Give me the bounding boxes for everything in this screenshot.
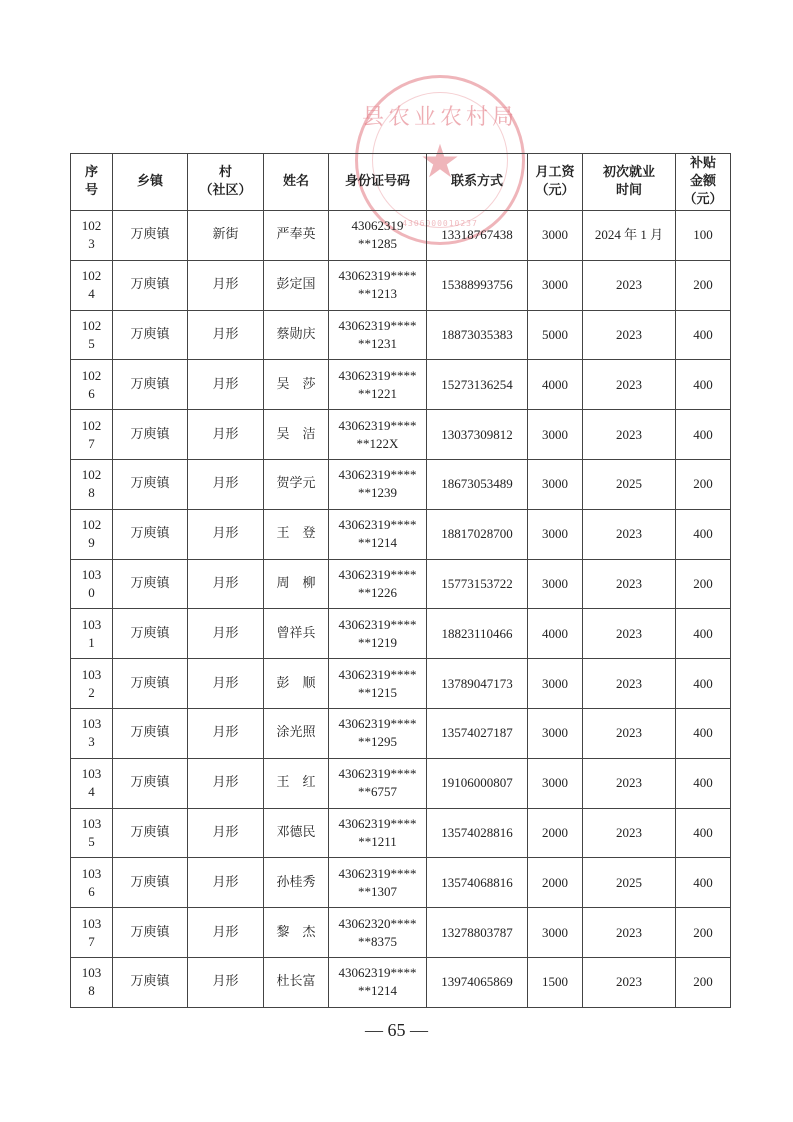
cell-salary: 3000 <box>528 260 583 310</box>
cell-seq <box>71 360 113 410</box>
seal-star-icon: ★ <box>419 134 461 188</box>
cell-name: 涂光照 <box>264 708 329 758</box>
cell-seq-line2: 5 <box>88 335 95 351</box>
cell-salary: 4000 <box>528 360 583 410</box>
cell-phone: 15273136254 <box>427 360 528 410</box>
cell-id-line2: **1219 <box>358 634 397 650</box>
header-seq-line2: 号 <box>84 183 98 198</box>
header-seq <box>71 154 113 211</box>
cell-name: 邓德民 <box>264 808 329 858</box>
table-row <box>71 260 731 310</box>
cell-id-line2: **1295 <box>358 734 397 750</box>
table-row <box>71 758 731 808</box>
cell-id-line2: **1214 <box>358 535 397 551</box>
cell-seq <box>71 708 113 758</box>
table-row <box>71 310 731 360</box>
cell-seq-line1: 103 <box>81 815 102 831</box>
cell-seq-line1: 103 <box>81 666 102 682</box>
cell-village: 月形 <box>188 758 264 808</box>
header-seq-line1: 序 <box>84 165 98 180</box>
page-number: — 65 — <box>365 1020 428 1040</box>
cell-township: 万庾镇 <box>113 808 188 858</box>
cell-id-line1: 43062319**** <box>338 766 417 782</box>
header-name: 姓名 <box>264 154 329 211</box>
cell-subsidy: 400 <box>676 659 731 709</box>
cell-village: 月形 <box>188 310 264 360</box>
cell-phone: 18823110466 <box>427 609 528 659</box>
cell-first-job: 2023 <box>583 410 676 460</box>
cell-salary: 3000 <box>528 211 583 261</box>
cell-township: 万庾镇 <box>113 758 188 808</box>
cell-township: 万庾镇 <box>113 260 188 310</box>
cell-subsidy: 400 <box>676 360 731 410</box>
table-header-row <box>71 154 731 211</box>
cell-township: 万庾镇 <box>113 559 188 609</box>
cell-seq-line2: 4 <box>88 286 95 302</box>
cell-id-line2: **1215 <box>358 684 397 700</box>
cell-name: 严奉英 <box>264 211 329 261</box>
cell-seq <box>71 659 113 709</box>
table-row <box>71 908 731 958</box>
cell-phone: 18673053489 <box>427 459 528 509</box>
cell-first-job: 2023 <box>583 260 676 310</box>
cell-id-line1: 43062319**** <box>338 467 417 483</box>
cell-seq-line2: 6 <box>88 385 95 401</box>
cell-subsidy: 400 <box>676 708 731 758</box>
cell-phone: 13789047173 <box>427 659 528 709</box>
cell-seq <box>71 559 113 609</box>
cell-salary: 3000 <box>528 659 583 709</box>
cell-seq <box>71 410 113 460</box>
table-row <box>71 957 731 1007</box>
cell-village: 月形 <box>188 260 264 310</box>
cell-village: 月形 <box>188 410 264 460</box>
cell-id-line1: 43062319**** <box>338 865 417 881</box>
cell-salary: 2000 <box>528 858 583 908</box>
cell-id <box>329 957 427 1007</box>
cell-village: 月形 <box>188 708 264 758</box>
cell-seq-line1: 103 <box>81 915 102 931</box>
seal-number: 4306000010237 <box>402 219 478 228</box>
cell-id-line1: 43062319**** <box>338 616 417 632</box>
header-phone: 联系方式 <box>427 154 528 211</box>
table-row <box>71 211 731 261</box>
cell-phone: 13278803787 <box>427 908 528 958</box>
cell-township: 万庾镇 <box>113 957 188 1007</box>
cell-id-line1: 43062319**** <box>338 666 417 682</box>
cell-id-line2: **8375 <box>358 933 397 949</box>
cell-phone: 13574068816 <box>427 858 528 908</box>
cell-seq <box>71 509 113 559</box>
cell-name: 彭定国 <box>264 260 329 310</box>
cell-first-job: 2023 <box>583 708 676 758</box>
cell-first-job: 2023 <box>583 808 676 858</box>
cell-first-job: 2023 <box>583 360 676 410</box>
cell-seq <box>71 211 113 261</box>
header-township: 乡镇 <box>113 154 188 211</box>
cell-phone: 13037309812 <box>427 410 528 460</box>
cell-seq-line2: 2 <box>88 684 95 700</box>
header-id: 身份证号码 <box>329 154 427 211</box>
cell-seq-line1: 103 <box>81 865 102 881</box>
cell-phone: 15388993756 <box>427 260 528 310</box>
header-subsidy-line3: （元） <box>683 192 723 207</box>
cell-subsidy: 400 <box>676 410 731 460</box>
cell-seq-line1: 102 <box>81 517 102 533</box>
cell-phone: 18817028700 <box>427 509 528 559</box>
cell-salary: 3000 <box>528 410 583 460</box>
cell-seq <box>71 957 113 1007</box>
cell-seq <box>71 858 113 908</box>
cell-id <box>329 858 427 908</box>
cell-seq-line1: 102 <box>81 268 102 284</box>
table-row <box>71 459 731 509</box>
cell-phone: 13574028816 <box>427 808 528 858</box>
cell-village: 新街 <box>188 211 264 261</box>
cell-salary: 3000 <box>528 908 583 958</box>
cell-seq-line2: 5 <box>88 833 95 849</box>
cell-id <box>329 360 427 410</box>
table-row <box>71 360 731 410</box>
seal-text: 县农业农村局 <box>361 105 518 130</box>
cell-id <box>329 310 427 360</box>
cell-name: 吴 洁 <box>264 410 329 460</box>
cell-id-line1: 43062319**** <box>338 815 417 831</box>
cell-subsidy: 400 <box>676 609 731 659</box>
cell-salary: 4000 <box>528 609 583 659</box>
cell-id <box>329 211 427 261</box>
cell-seq-line1: 102 <box>81 218 102 234</box>
cell-salary: 3000 <box>528 459 583 509</box>
cell-id <box>329 609 427 659</box>
cell-subsidy: 400 <box>676 509 731 559</box>
cell-phone: 13574027187 <box>427 708 528 758</box>
cell-id <box>329 808 427 858</box>
cell-subsidy: 400 <box>676 858 731 908</box>
cell-id-line2: **1211 <box>358 833 397 849</box>
cell-seq <box>71 459 113 509</box>
cell-seq-line2: 4 <box>88 784 95 800</box>
header-village <box>188 154 264 211</box>
cell-seq <box>71 808 113 858</box>
header-village-line2: （社区） <box>199 183 252 198</box>
cell-seq-line2: 9 <box>88 535 95 551</box>
table-row <box>71 410 731 460</box>
cell-salary: 1500 <box>528 957 583 1007</box>
cell-seq-line2: 1 <box>88 634 95 650</box>
cell-id <box>329 659 427 709</box>
cell-subsidy: 200 <box>676 260 731 310</box>
cell-first-job: 2023 <box>583 758 676 808</box>
cell-village: 月形 <box>188 659 264 709</box>
cell-subsidy: 200 <box>676 957 731 1007</box>
cell-first-job: 2023 <box>583 659 676 709</box>
cell-seq <box>71 260 113 310</box>
cell-subsidy: 100 <box>676 211 731 261</box>
cell-village: 月形 <box>188 609 264 659</box>
cell-id <box>329 410 427 460</box>
cell-name: 曾祥兵 <box>264 609 329 659</box>
cell-first-job: 2023 <box>583 509 676 559</box>
cell-id <box>329 509 427 559</box>
cell-name: 黎 杰 <box>264 908 329 958</box>
cell-village: 月形 <box>188 957 264 1007</box>
cell-township: 万庾镇 <box>113 310 188 360</box>
cell-seq-line1: 103 <box>81 616 102 632</box>
cell-salary: 3000 <box>528 559 583 609</box>
cell-id <box>329 459 427 509</box>
cell-subsidy: 200 <box>676 908 731 958</box>
cell-first-job: 2023 <box>583 310 676 360</box>
cell-id-line2: **1226 <box>358 584 397 600</box>
cell-township: 万庾镇 <box>113 659 188 709</box>
cell-seq <box>71 609 113 659</box>
cell-subsidy: 400 <box>676 808 731 858</box>
table-row <box>71 858 731 908</box>
cell-id-line2: **1285 <box>358 236 397 252</box>
cell-seq-line2: 3 <box>88 734 95 750</box>
cell-name: 王 登 <box>264 509 329 559</box>
cell-id-line1: 43062319**** <box>338 716 417 732</box>
cell-phone: 13974065869 <box>427 957 528 1007</box>
cell-seq-line2: 6 <box>88 883 95 899</box>
cell-seq-line2: 3 <box>88 236 95 252</box>
cell-township: 万庾镇 <box>113 410 188 460</box>
cell-village: 月形 <box>188 459 264 509</box>
cell-name: 吴 莎 <box>264 360 329 410</box>
cell-salary: 3000 <box>528 509 583 559</box>
cell-id-line1: 43062319**** <box>338 517 417 533</box>
cell-salary: 2000 <box>528 808 583 858</box>
cell-seq <box>71 908 113 958</box>
cell-id <box>329 908 427 958</box>
cell-village: 月形 <box>188 808 264 858</box>
cell-phone: 13318767438 <box>427 211 528 261</box>
cell-name: 贺学元 <box>264 459 329 509</box>
header-salary <box>528 154 583 211</box>
cell-first-job: 2025 <box>583 459 676 509</box>
cell-first-job: 2025 <box>583 858 676 908</box>
cell-village: 月形 <box>188 360 264 410</box>
cell-subsidy: 200 <box>676 559 731 609</box>
header-subsidy <box>676 154 731 211</box>
table-row <box>71 808 731 858</box>
cell-seq <box>71 758 113 808</box>
cell-first-job: 2023 <box>583 559 676 609</box>
cell-township: 万庾镇 <box>113 908 188 958</box>
cell-township: 万庾镇 <box>113 459 188 509</box>
cell-seq-line1: 102 <box>81 317 102 333</box>
cell-seq-line2: 7 <box>88 435 95 451</box>
cell-id-line1: 43062319**** <box>338 417 417 433</box>
cell-phone: 15773153722 <box>427 559 528 609</box>
cell-salary: 3000 <box>528 758 583 808</box>
cell-id-line1: 43062320**** <box>338 915 417 931</box>
cell-seq-line1: 102 <box>81 467 102 483</box>
cell-id-line1: 43062319 <box>351 218 404 234</box>
cell-id <box>329 758 427 808</box>
cell-salary: 3000 <box>528 708 583 758</box>
header-first-job-line1: 初次就业 <box>602 165 655 180</box>
cell-id-line1: 43062319**** <box>338 268 417 284</box>
cell-name: 周 柳 <box>264 559 329 609</box>
cell-village: 月形 <box>188 858 264 908</box>
header-salary-line2: （元） <box>535 183 575 198</box>
cell-name: 彭 顺 <box>264 659 329 709</box>
cell-seq-line1: 103 <box>81 566 102 582</box>
cell-township: 万庾镇 <box>113 858 188 908</box>
cell-seq-line2: 7 <box>88 933 95 949</box>
cell-salary: 5000 <box>528 310 583 360</box>
table-row <box>71 708 731 758</box>
cell-id <box>329 559 427 609</box>
cell-township: 万庾镇 <box>113 708 188 758</box>
cell-village: 月形 <box>188 509 264 559</box>
cell-township: 万庾镇 <box>113 211 188 261</box>
cell-subsidy: 200 <box>676 459 731 509</box>
header-subsidy-line2: 金额 <box>689 174 716 189</box>
cell-village: 月形 <box>188 559 264 609</box>
cell-id-line2: **1239 <box>358 485 397 501</box>
cell-id-line2: **122X <box>356 435 399 451</box>
table-row <box>71 509 731 559</box>
table-row <box>71 609 731 659</box>
cell-township: 万庾镇 <box>113 509 188 559</box>
cell-id-line1: 43062319**** <box>338 566 417 582</box>
table-row <box>71 659 731 709</box>
cell-id-line1: 43062319**** <box>338 965 417 981</box>
cell-seq-line2: 8 <box>88 983 95 999</box>
cell-name: 蔡勋庆 <box>264 310 329 360</box>
table-row <box>71 559 731 609</box>
cell-id-line2: **1221 <box>358 385 397 401</box>
header-first-job <box>583 154 676 211</box>
cell-first-job: 2023 <box>583 957 676 1007</box>
header-subsidy-line1: 补贴 <box>689 156 716 171</box>
cell-phone: 18873035383 <box>427 310 528 360</box>
cell-name: 杜长富 <box>264 957 329 1007</box>
cell-id-line2: **1307 <box>358 883 397 899</box>
header-village-line1: 村 <box>218 165 232 180</box>
cell-township: 万庾镇 <box>113 609 188 659</box>
cell-subsidy: 400 <box>676 758 731 808</box>
employment-subsidy-table <box>70 153 731 1008</box>
cell-village: 月形 <box>188 908 264 958</box>
table-body <box>71 211 731 1008</box>
cell-id-line2: **1231 <box>358 335 397 351</box>
cell-name: 孙桂秀 <box>264 858 329 908</box>
cell-first-job: 2023 <box>583 908 676 958</box>
header-salary-line1: 月工资 <box>535 165 575 180</box>
cell-seq-line1: 102 <box>81 367 102 383</box>
cell-id <box>329 708 427 758</box>
header-first-job-line2: 时间 <box>615 183 642 198</box>
cell-phone: 19106000807 <box>427 758 528 808</box>
cell-id-line2: **1214 <box>358 983 397 999</box>
cell-township: 万庾镇 <box>113 360 188 410</box>
cell-subsidy: 400 <box>676 310 731 360</box>
cell-seq-line2: 0 <box>88 584 95 600</box>
cell-name: 王 红 <box>264 758 329 808</box>
cell-first-job: 2024 年 1 月 <box>583 211 676 261</box>
cell-seq-line2: 8 <box>88 485 95 501</box>
cell-id-line2: **6757 <box>358 784 397 800</box>
cell-seq-line1: 103 <box>81 766 102 782</box>
cell-id-line2: **1213 <box>358 286 397 302</box>
cell-id <box>329 260 427 310</box>
cell-seq-line1: 102 <box>81 417 102 433</box>
cell-id-line1: 43062319**** <box>338 317 417 333</box>
cell-seq <box>71 310 113 360</box>
cell-first-job: 2023 <box>583 609 676 659</box>
cell-id-line1: 43062319**** <box>338 367 417 383</box>
cell-seq-line1: 103 <box>81 716 102 732</box>
cell-seq-line1: 103 <box>81 965 102 981</box>
